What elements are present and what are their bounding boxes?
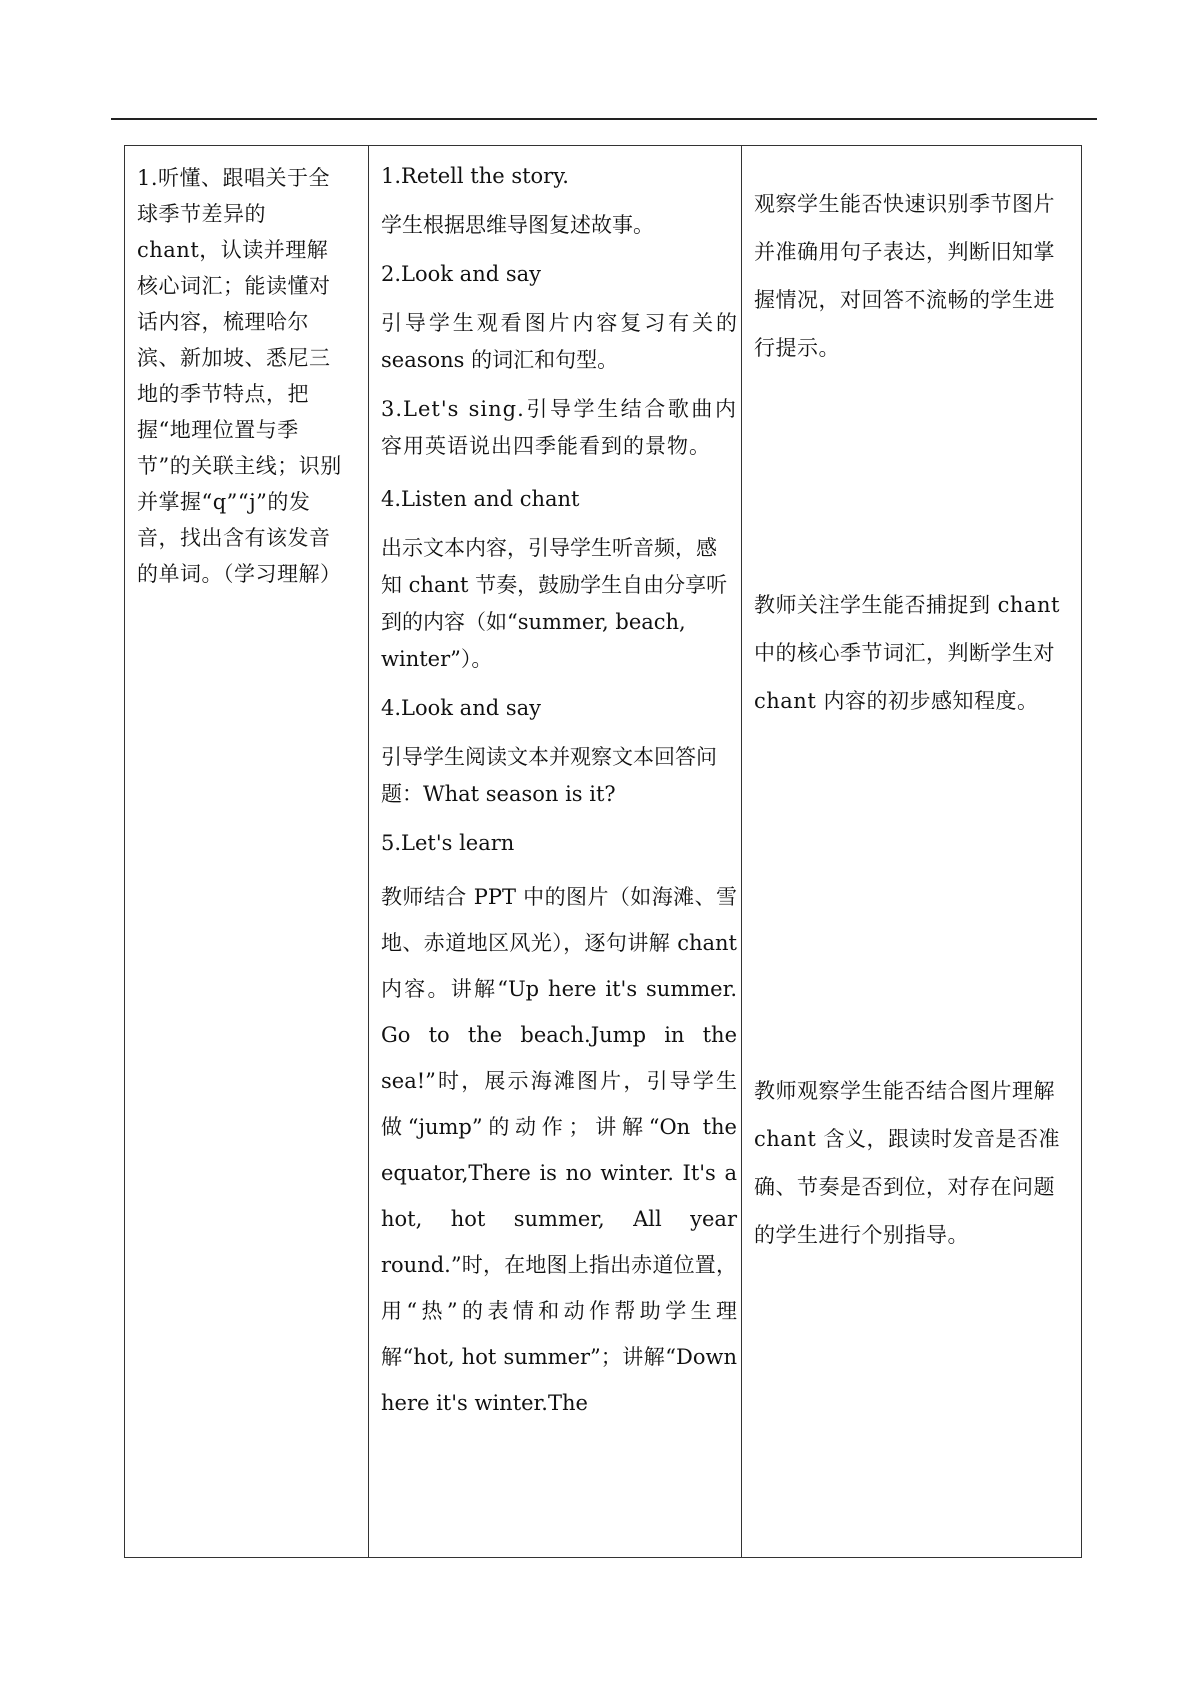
activity-1-body: 学生根据思维导图复述故事。 (381, 213, 654, 237)
activity-2-title: 2.Look and say (381, 262, 541, 286)
goal-text: 1.听懂、跟唱关于全球季节差异的 chant，认读并理解核心词汇；能读懂对话内容，梳理哈尔滨、新加坡、悉尼三地的季节特点，把握“地理位置与季节”的关联主线；识别并掌握“q”“j”的发音，找出含有该发音的单词。（学习理解） (137, 166, 342, 586)
goal-cell (137, 160, 342, 592)
activity-4-body: 出示文本内容，引导学生听音频，感知 chant 节奏，鼓励学生自由分享听到的内容（如“summer, beach, winter”）。 (381, 536, 728, 671)
header-rule (111, 118, 1097, 120)
activity-5-body: 引导学生阅读文本并观察文本回答问题：What season is it? (381, 745, 717, 806)
column-divider-1 (368, 146, 369, 1557)
activity-6-body: 教师结合 PPT 中的图片（如海滩、雪地、赤道地区风光），逐句讲解 chant 内容。讲解“Up here it's summer. Go to the beach.Jump in the sea!”时，展示海滩图片，引导学生做“jump”的动作；讲解“On the equator,There is no winter. It's a hot, hot summer, All year round.”时，在地图上指出赤道位置，用“热”的表情和动作帮助学生理解“hot, hot summer”；讲解“Down here it's winter.The (381, 885, 737, 1415)
lesson-table (124, 145, 1082, 1558)
activity-4-title: 4.Listen and chant (381, 487, 580, 511)
evaluation-1 (754, 180, 1072, 372)
activity-3-body: 3.Let's sing.引导学生结合歌曲内容用英语说出四季能看到的景物。 (381, 397, 737, 458)
activity-2-body: 引导学生观看图片内容复习有关的 seasons 的词汇和句型。 (381, 311, 737, 372)
activity-5-title: 4.Look and say (381, 696, 541, 720)
evaluation-2-text: 教师关注学生能否捕捉到 chant 中的核心季节词汇，判断学生对 chant 内容的初步感知程度。 (754, 593, 1060, 713)
activity-cell (381, 158, 737, 1426)
evaluation-1-text: 观察学生能否快速识别季节图片并准确用句子表达，判断旧知掌握情况，对回答不流畅的学生进行提示。 (754, 192, 1055, 360)
evaluation-2 (754, 581, 1072, 725)
evaluation-3-text: 教师观察学生能否结合图片理解 chant 含义，跟读时发音是否准确、节奏是否到位，对存在问题的学生进行个别指导。 (754, 1079, 1060, 1247)
evaluation-3 (754, 1067, 1072, 1259)
column-divider-2 (741, 146, 742, 1557)
activity-1-title: 1.Retell the story. (381, 164, 569, 188)
activity-6-title: 5.Let's learn (381, 831, 515, 855)
